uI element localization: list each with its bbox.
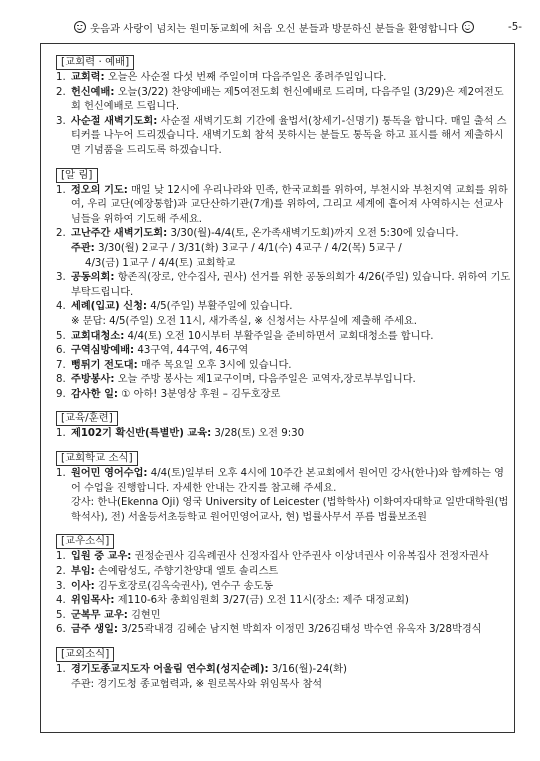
- schedule-line: 4/3(금) 1교구 / 4/4(토) 교회학교: [85, 257, 236, 269]
- item-number: 5.: [56, 609, 66, 621]
- item-label: 주방봉사:: [71, 374, 115, 386]
- list-item: [56, 663, 511, 678]
- item-text: 권정순권사 김옥례권사 신정자집사 안주권사 이상녀권사 이유복집사 전정자권사: [134, 551, 489, 563]
- section-title: [교회학교 소식]: [56, 451, 138, 466]
- list-item: [56, 300, 511, 315]
- item-number: 1.: [56, 664, 66, 675]
- item-number: 3.: [56, 580, 66, 592]
- item-label: 군복무 교우:: [71, 609, 128, 621]
- section-church-calendar: [56, 55, 511, 159]
- list-item: [56, 373, 511, 388]
- page-number: -5-: [508, 21, 522, 33]
- list-item: [56, 71, 511, 86]
- list-item: [56, 86, 511, 115]
- list-item: [56, 594, 511, 609]
- item-label: 공동의회:: [71, 272, 115, 284]
- section-title: [교회력 · 예배]: [56, 55, 134, 70]
- baptism-note: ※ 문답: 4/5(주일) 오전 11시, 새가족실, ※ 신청서는 사무실에 제출해 주세요.: [71, 315, 417, 327]
- item-text: 4/4(토)일부터 오후 4시에 10주간 본교회에서 원어민 강사(한나)와 함께하는 영어 수업을 진행합니다. 자세한 안내는 간지를 참고해 주세요.: [71, 468, 504, 494]
- list-item: [56, 580, 511, 595]
- item-text: 3/30(월)-4/4(토, 온가족새벽기도회)까지 오전 5:30에 있습니다.: [170, 228, 459, 240]
- smiley-icon: [462, 21, 474, 33]
- item-label: 헌신예배:: [71, 86, 115, 98]
- item-label: 구역심방예배:: [71, 345, 135, 357]
- item-number: 2.: [56, 86, 66, 98]
- item-label: 교회대청소:: [71, 330, 125, 342]
- item-text: 제110-6차 총회임원회 3/27(금) 오전 11시(장소: 제주 대정교회): [117, 595, 409, 607]
- item-text: 오늘(3/22) 찬양예배는 제5여전도회 헌신예배로 드리며, 다음주일 (3/29)은 제2여전도회 헌신예배로 드립니다.: [71, 86, 504, 113]
- item-text: 손예람성도, 주향기찬양대 엘토 솔리스트: [98, 566, 279, 578]
- item-label: 정오의 기도:: [71, 184, 128, 196]
- item-label: 부임:: [71, 566, 95, 578]
- list-item: [56, 359, 511, 374]
- item-number: 4.: [56, 595, 66, 607]
- item-label: 원어민 영어수업:: [71, 468, 148, 480]
- item-text: 3/28(토) 오전 9:30: [214, 428, 305, 440]
- item-number: 1.: [56, 184, 66, 196]
- section-title: [교외소식]: [56, 647, 114, 662]
- section-member-news: [56, 534, 511, 638]
- item-text: 4/4(토) 오전 10시부터 부활주일을 준비하면서 교회대청소를 합니다.: [127, 330, 434, 342]
- list-item: [56, 467, 511, 496]
- item-text: 매주 목요일 오후 3시에 있습니다.: [140, 359, 292, 371]
- section-education: [56, 411, 511, 442]
- item-text: 항존직(장로, 안수집사, 권사) 선거를 위한 공동의회가 4/26(주일) 있습니다. 위하여 기도 부탁드립니다.: [71, 272, 511, 298]
- item-text: 오늘 주방 봉사는 제1교구이며, 다음주일은 교역자,장로부부입니다.: [117, 374, 416, 386]
- item-number: 3.: [56, 115, 66, 127]
- item-number: 4.: [56, 301, 66, 313]
- item-text: 오늘은 사순절 다섯 번째 주일이며 다음주일은 종려주일입니다.: [107, 72, 387, 83]
- smiley-icon: [74, 21, 86, 33]
- item-number: 6.: [56, 624, 66, 636]
- item-number: 2.: [56, 566, 66, 578]
- list-item: [56, 427, 511, 442]
- item-number: 8.: [56, 374, 66, 386]
- list-item: [56, 609, 511, 624]
- item-text: 매일 낮 12시에 우리나라와 민족, 한국교회를 위하여, 부천시와 부천지역 교회를 위하여, 우리 교단(예장통합)과 교단산하기관(7개)를 위하여, 그리고 세계에 흩어져 사역하시는 선교사님들을 위하여 기도해 주세요.: [71, 184, 508, 225]
- item-label: 교회력:: [71, 72, 105, 83]
- item-text: 김현민: [131, 609, 161, 621]
- list-item: [56, 227, 511, 242]
- section-external-news: [56, 647, 511, 692]
- schedule-label: 주관:: [71, 242, 95, 254]
- item-label: 입원 중 교우:: [71, 551, 132, 563]
- item-text: 4/5(주일) 부활주일에 있습니다.: [150, 301, 293, 313]
- item-number: 2.: [56, 228, 66, 240]
- item-label: 세례(입교) 신청:: [71, 301, 147, 313]
- section-church-school: [56, 451, 511, 525]
- item-text: 김두호장로(김옥숙권사), 연수구 송도동: [98, 580, 274, 592]
- welcome-banner: [74, 20, 474, 35]
- list-item: [56, 623, 511, 638]
- list-item: [56, 330, 511, 345]
- item-label: 제102기 확신반(특별반) 교육:: [71, 428, 212, 440]
- item-text: 사순절 새벽기도회 기간에 율법서(창세기-신명기) 통독을 합니다. 매일 출석 스티커를 나누어 드리겠습니다. 새벽기도회 참석 못하시는 분들도 통독을 하고 표시를 해서 제출하시면 기념품을 드리도록 하겠습니다.: [71, 115, 507, 156]
- item-text: 43구역, 44구역, 46구역: [137, 345, 249, 357]
- item-label: 경기도종교지도자 어울림 연수회(성지순례):: [71, 664, 269, 675]
- item-label: 이사:: [71, 580, 95, 592]
- instructor-info: 강사: 한나(Ekenna Oji) 영국 University of Leicester (법학학사) 이화여자대학교 일반대학원(법학석사), 전) 서울등서초등학교 원어민영어교사, 현) 법률사무서 푸름 법률보조원: [71, 497, 509, 523]
- item-number: 1.: [56, 428, 66, 440]
- page-header: [40, 18, 522, 36]
- item-text: 3/25곽내경 김혜순 남지현 박희자 이정민 3/26김태성 박수연 유옥자 3/28박경식: [121, 624, 482, 636]
- item-label: 뻥튀기 전도대:: [71, 359, 138, 371]
- item-number: 5.: [56, 330, 66, 342]
- item-text: 3/16(월)-24(화): [271, 664, 347, 675]
- item-text: ① 아하! 3분영상 후원 – 김두호장로: [121, 388, 281, 400]
- list-item: [56, 550, 511, 565]
- item-number: 1.: [56, 551, 66, 563]
- dawn-prayer-schedule: [56, 242, 511, 257]
- list-item: [56, 565, 511, 580]
- item-label: 감사한 일:: [71, 388, 118, 400]
- bulletin-content: [56, 55, 511, 701]
- item-label: 위임목사:: [71, 595, 115, 607]
- schedule-line: 3/30(월) 2교구 / 3/31(화) 3교구 / 4/1(수) 4교구 / 4/2(목) 5교구 /: [98, 242, 402, 254]
- list-item: [56, 388, 511, 403]
- item-number: 6.: [56, 345, 66, 357]
- welcome-banner-text: 웃음과 사랑이 넘치는 원미동교회에 처음 오신 분들과 방문하신 분들을 환영합니다: [90, 22, 458, 35]
- section-title: [알 림]: [56, 168, 98, 183]
- item-label: 금주 생일:: [71, 624, 118, 636]
- item-label: 고난주간 새벽기도회:: [71, 228, 168, 240]
- list-item: [56, 184, 511, 228]
- external-news-note: 주관: 경기도청 종교협력과, ※ 원로목사와 위임목사 참석: [71, 678, 323, 690]
- section-title: [교육/훈련]: [56, 411, 118, 426]
- item-number: 3.: [56, 272, 66, 284]
- section-title: [교우소식]: [56, 534, 114, 549]
- item-number: 7.: [56, 359, 66, 371]
- item-number: 1.: [56, 468, 66, 480]
- list-item: [56, 271, 511, 300]
- item-label: 사순절 새벽기도회:: [71, 115, 158, 127]
- list-item: [56, 344, 511, 359]
- list-item: [56, 115, 511, 159]
- item-number: 1.: [56, 72, 66, 83]
- item-number: 9.: [56, 388, 66, 400]
- section-notices: [56, 168, 511, 403]
